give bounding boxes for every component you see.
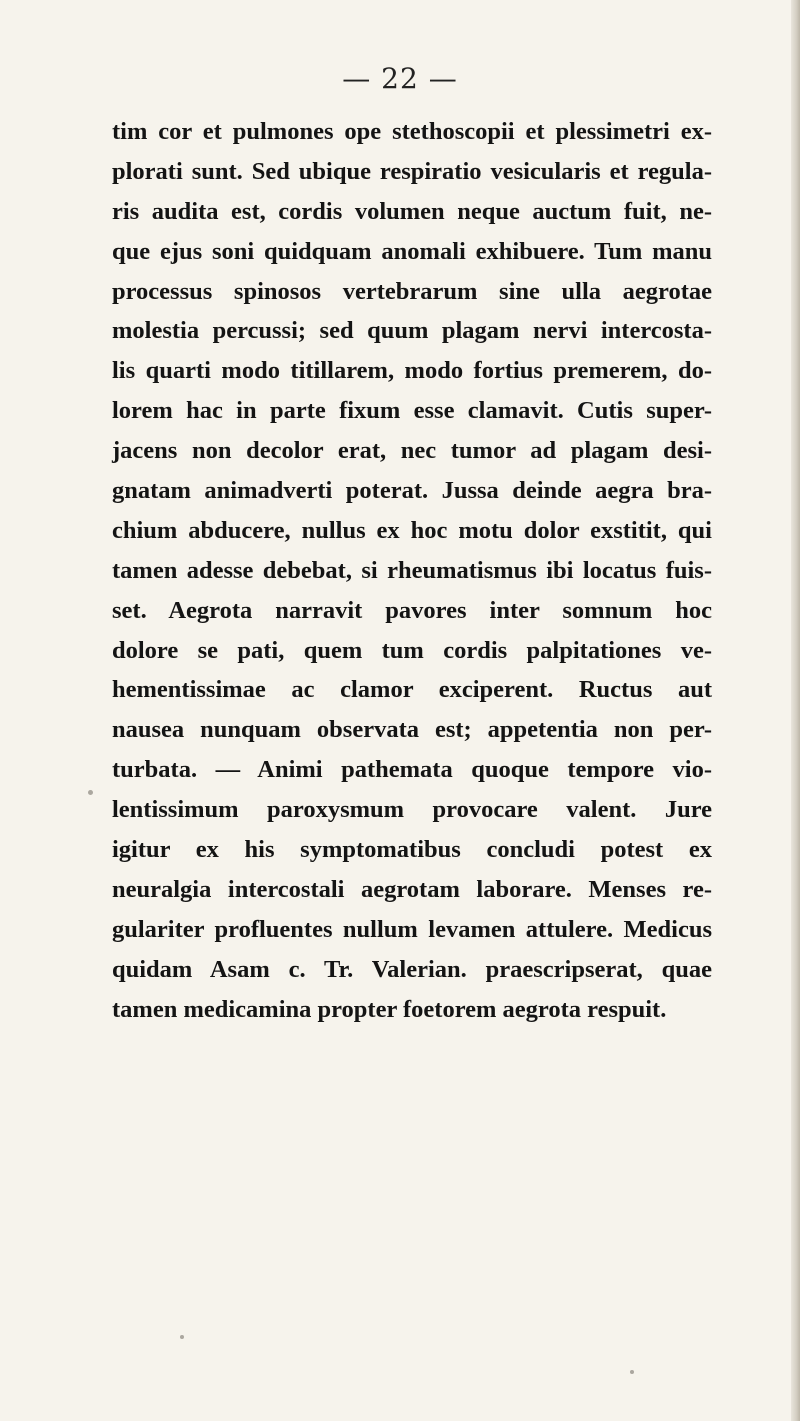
text-line-8: lorem hac in parte fixum esse clamavit. Cutis super- — [112, 397, 712, 425]
text-line-9: jacens non decolor erat, nec tumor ad plagam desi- — [112, 437, 712, 465]
text-line-20: neuralgia intercostali aegrotam laborare. Menses re- — [112, 875, 712, 903]
text-line-14: dolore se pati, quem tum cordis palpitationes ve- — [112, 636, 712, 664]
ink-speck — [630, 1370, 634, 1374]
text-line-1: tim cor et pulmones ope stethoscopii et plessimetri ex- — [112, 118, 712, 145]
text-line-13: set. Aegrota narravit pavores inter somnum hoc — [112, 596, 712, 624]
text-line-6: molestia percussi; sed quum plagam nervi intercosta- — [112, 317, 712, 345]
page-edge-shadow — [791, 0, 800, 1421]
text-line-22: quidam Asam c. Tr. Valerian. praescripserat, quae — [112, 955, 712, 983]
text-line-12: tamen adesse debebat, si rheumatismus ibi locatus fuis- — [112, 556, 712, 584]
text-line-3: ris audita est, cordis volumen neque auctum fuit, ne- — [112, 197, 712, 225]
text-line-2: plorati sunt. Sed ubique respiratio vesicularis et regula- — [112, 157, 712, 185]
text-line-10: gnatam animadverti poterat. Jussa deinde aegra bra- — [112, 477, 712, 505]
text-line-17: turbata. — Animi pathemata quoque tempore vio- — [112, 756, 712, 784]
text-line-7: lis quarti modo titillarem, modo fortius premerem, do- — [112, 357, 712, 385]
ink-speck — [88, 790, 93, 795]
body-text — [112, 112, 712, 1029]
text-line-18: lentissimum paroxysmum provocare valent. Jure — [112, 796, 712, 824]
page-number: — 22 — — [342, 62, 458, 95]
text-line-4: que ejus soni quidquam anomali exhibuere. Tum manu — [112, 237, 712, 265]
text-line-15: hementissimae ac clamor exciperent. Ructus aut — [112, 676, 712, 704]
ink-speck — [180, 1335, 184, 1339]
text-line-16: nausea nunquam observata est; appetentia non per- — [112, 716, 712, 744]
text-line-23: tamen medicamina propter foetorem aegrota respuit. — [112, 995, 667, 1023]
text-line-11: chium abducere, nullus ex hoc motu dolor exstitit, qui — [112, 516, 712, 544]
text-line-19: igitur ex his symptomatibus concludi potest ex — [112, 836, 712, 864]
text-line-21: gulariter profluentes nullum levamen attulere. Medicus — [112, 915, 712, 943]
text-line-5: processus spinosos vertebrarum sine ulla aegrotae — [112, 277, 712, 305]
